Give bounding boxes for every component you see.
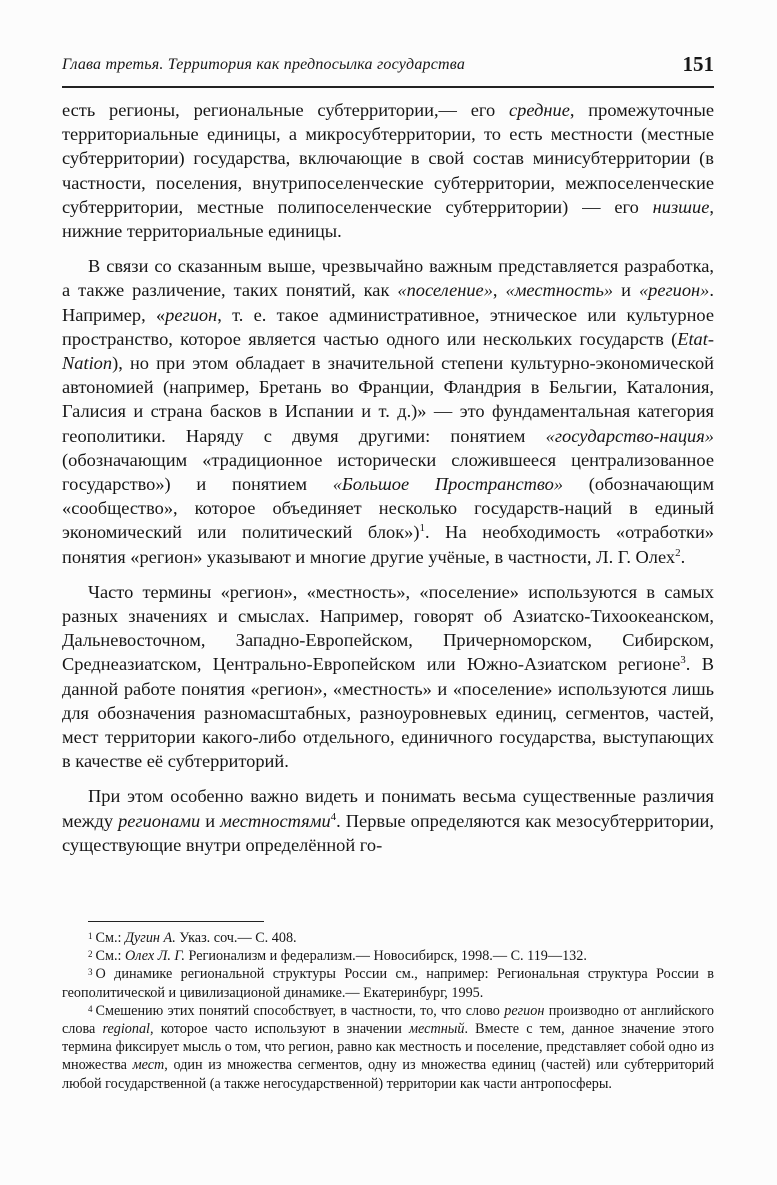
text-run: , т. е. такое административное, этническое или культурное пространство, которое является частью одного или нескольких государств ( xyxy=(62,304,715,349)
emphasis: местный xyxy=(408,1021,465,1038)
text-run: См.: xyxy=(95,948,125,965)
emphasis: местностями xyxy=(220,810,331,831)
text-run: есть регионы, региональные субтерритории,— его xyxy=(62,100,510,120)
footnote-rule xyxy=(88,921,264,922)
emphasis: регионами xyxy=(118,810,201,831)
text-run: В связи со сказанным выше, чрезвычайно важным представляется разработка, а также различение, таких понятий, как xyxy=(62,256,714,301)
text-run: О динамике региональной структуры России см., например: Региональная структура России в геополитической и цивилизационой динамике.— Екатеринбург, 1995. xyxy=(62,966,714,1001)
paragraph-1 xyxy=(62,98,714,243)
page-number: 151 xyxy=(682,52,714,76)
emphasis: регион xyxy=(504,1002,545,1019)
text-run: . На необходимость «отработки» понятия «регион» указывают и многие другие учёные, в частности, Л. Г. Олех xyxy=(62,522,715,567)
text-run: Указ. соч.— С. 408. xyxy=(175,930,297,946)
text-run: . xyxy=(680,546,686,567)
header-rule xyxy=(62,86,714,88)
text-run: См.: xyxy=(95,930,125,946)
emphasis: «поселение» xyxy=(397,280,493,301)
footnote-4 xyxy=(62,1002,714,1093)
footnote-ref: 2 xyxy=(675,546,681,559)
emphasis: «местность» xyxy=(505,280,614,301)
text-run: . Например, « xyxy=(62,280,714,325)
footnotes xyxy=(62,929,714,1093)
emphasis: низшие xyxy=(652,196,710,217)
footnote-mark: 1 xyxy=(88,931,93,941)
footnote-mark: 4 xyxy=(88,1003,93,1014)
text-run: Регионализм и федерализм.— Новосибирск, 1998.— С. 119—132. xyxy=(184,948,587,965)
footnote-mark: 3 xyxy=(88,967,93,978)
text-run: Смешению этих понятий способствует, в частности, то, что слово xyxy=(95,1002,505,1019)
paragraph-2 xyxy=(62,254,714,569)
footnote-ref: 1 xyxy=(419,522,425,535)
text-run: , нижние территориальные единицы. xyxy=(62,196,714,242)
text-run: ), но при этом обладает в значительной степени культурно-экономической автономией (например, Бретань во Франции, Фландрия в Бельгии, Каталония, Галисия и страна басков в Испании и т. д.)» — это фундаментальная категория геополитики. Наряду с двумя другими: понятием xyxy=(62,353,714,446)
text-run: (обозначающим «традиционное исторически сложившееся централизованное государство») и понятием xyxy=(62,449,714,495)
emphasis: регион xyxy=(165,304,218,325)
paragraph-3 xyxy=(62,580,714,774)
text-run: При этом особенно важно видеть и понимать весьма существенные различия между xyxy=(62,786,714,831)
emphasis: «регион» xyxy=(638,280,710,301)
emphasis: «государство-нация» xyxy=(545,425,714,446)
text-run: . Вместе с тем, данное значение этого термина фиксирует мысль о том, что регион, равно как местность и поселение, представляет собой одно из множества xyxy=(62,1021,715,1074)
running-header xyxy=(62,54,714,88)
text-run: , xyxy=(492,280,506,301)
emphasis: Дугин А. xyxy=(124,930,176,946)
emphasis: «Большое Пространство» xyxy=(332,474,564,495)
text-run: производно от английского слова xyxy=(62,1002,714,1038)
text-run: , которое часто используют в значении xyxy=(150,1021,409,1038)
text-run: , один из множества сегментов, одну из множества единиц (частей) или субтерриторий любой государственной (а также негосударственной) территории как части антропосферы. xyxy=(62,1057,714,1092)
chapter-title: Глава третья. Территория как предпосылка государства xyxy=(62,56,466,73)
main-text xyxy=(62,98,714,868)
footnote-1 xyxy=(62,929,714,947)
text-run: . Первые определяются как мезосубтерритории, существующие внутри определённой го- xyxy=(62,810,714,855)
footnote-ref: 4 xyxy=(330,810,337,823)
footnote-mark: 2 xyxy=(88,949,93,960)
emphasis: средние xyxy=(509,100,570,120)
text-run: и xyxy=(200,810,221,831)
emphasis: мест xyxy=(132,1057,165,1074)
paragraph-4 xyxy=(62,784,714,857)
emphasis: regional xyxy=(102,1021,151,1038)
footnote-2 xyxy=(62,947,714,965)
footnote-3 xyxy=(62,965,714,1001)
text-run: . В данной работе понятия «регион», «местность» и «поселение» используются лишь для обозначения разномасштабных, разноуровневых единиц, сегментов, частей, мест территории какого-либо отдельного, единичного государства, выступающих в качестве её субтерриторий. xyxy=(62,654,714,772)
footnote-ref: 3 xyxy=(680,654,686,667)
emphasis: Олех Л. Г. xyxy=(124,948,185,965)
text-run: (обозначающим «сообщество», которое объединяет несколько государств-наций в единый экономический или политический блок») xyxy=(62,474,714,543)
text-run: Часто термины «регион», «местность», «поселение» используются в самых разных значениях и смыслах. Например, говорят об Азиатско-Тихоокеанском, Дальневосточном, Западно-Европейском, Причерноморском, Сибирском, Среднеазиатском, Центрально-Европейском или Южно-Азиатском регионе xyxy=(62,581,714,675)
emphasis: Etat-Nation xyxy=(62,328,714,374)
text-run: и xyxy=(613,280,639,301)
text-run: , промежуточные территориальные единицы, а микросубтерритории, то есть местности (местные субтерритории) государства, включающие в свой состав минисубтерритории (в частности, поселения, внутрипоселенческие субтерритории, межпоселенческие субтерритории, местные полипоселенческие субтерритории) — его xyxy=(62,100,714,217)
